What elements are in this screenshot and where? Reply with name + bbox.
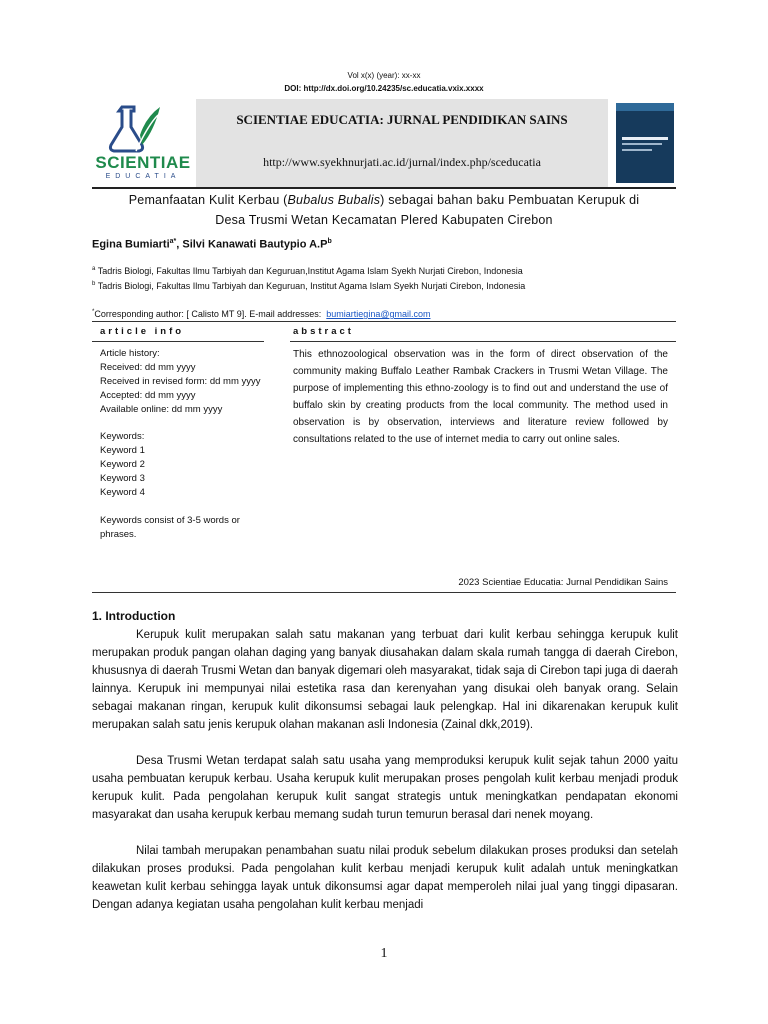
- intro-paragraph-3: Nilai tambah merupakan penambahan suatu nilai produk sebelum dilakukan proses produksi dan setelah dilakukan proses produksi. Pada pengolahan kulit kerbau menjadi kerupuk kulit adalah untuk meningkatkan keawetan kulit kerbau sehingga layak untuk dikonsumsi agar dapat memperoleh nilai jual yang tinggi dipasaran. Dengan adanya kegiatan usaha pengolahan kulit kerbau menjadi: [92, 845, 678, 911]
- keyword-item: Keyword 3: [100, 473, 145, 485]
- keyword-item: Keyword 4: [100, 487, 145, 499]
- affiliation-b: $^b$ Tadris Biologi, Fakultas Ilmu Tarbiyah dan Keguruan, Institut Agama Islam Syekh Nurjati Cirebon, Indonesia: [92, 281, 526, 291]
- article-info-heading: article info: [100, 326, 185, 337]
- keywords-note: Keywords consist of 3-5 words or phrases.: [100, 514, 240, 540]
- info-top-rule: [92, 321, 676, 322]
- keyword-item: Keyword 2: [100, 459, 145, 471]
- journal-url[interactable]: http://www.syekhnurjati.ac.id/jurnal/index.php/sceducatia: [263, 155, 541, 169]
- intro-paragraph-1: Kerupuk kulit merupakan salah satu makanan yang terbuat dari kulit kerbau sehingga kerupuk kulit merupakan produk pangan olahan daging yang banyak diusahakan dalam skala rumah tangga di daerah Cirebon, khususnya di daerah Trusmi Wetan dan banyak digemari oleh masyarakat, tidak saja di Cirebon tapi juga di daerah lainnya. Kerupuk ini mempunyai nilai estetika rasa dan kerenyahan yang disukai oleh banyak orang. Selain sebagai makanan ringan, kerupuk kulit dikonsumsi sebagai lauk pelengkap. Hal ini dikarenakan kerupuk kulit merupakan salah satu jenis kerupuk olahan makanan asli Indonesia (Zainal dkk,2019).: [92, 629, 678, 731]
- corresponding-author: *Corresponding author: [ Calisto MT 9]. E-mail addresses: bumiartiegina@gmail.com: [92, 309, 431, 319]
- keyword-item: Keyword 1: [100, 445, 145, 457]
- accepted-date: Accepted: dd mm yyyy: [100, 389, 196, 401]
- paper-title: Pemanfaatan Kulit Kerbau (Bubalus Bubalis) sebagai bahan baku Pembuatan Kerupuk di Desa Trusmi Wetan Kecamatan Plered Kabupaten Cirebon: [128, 193, 640, 227]
- online-date: Available online: dd mm yyyy: [100, 403, 223, 415]
- logo-text: SCIENTIAE: [95, 153, 191, 172]
- journal-logo: [92, 101, 194, 185]
- received-date: Received: dd mm yyyy: [100, 361, 196, 373]
- abstract-text: This ethnozoological observation was in the form of direct observation of the community making Buffalo Leather Rambak Crackers in Trusmi Wetan Village. The purpose of implementing this ethno-zoology is to find out and understand the use of buffalo skin by creating products from the local community. The method used in observation is by observation, interviews and literature review followed by consultations related to the use of internet media to carry out online sales.: [293, 349, 668, 445]
- author-list: Egina Bumiarti$^{a*}$, Silvi Kanawati Bautypio $A.P^b$: [92, 238, 332, 251]
- corresponding-email-link[interactable]: bumiartiegina@gmail.com: [326, 309, 431, 319]
- history-label: Article history:: [100, 348, 160, 359]
- section-heading-introduction: 1. Introduction: [92, 609, 176, 623]
- journal-title: SCIENTIAE EDUCATIA: JURNAL PENDIDIKAN SAINS: [236, 112, 568, 127]
- copyright-line: 2023 Scientiae Educatia: Jurnal Pendidikan Sains: [458, 577, 668, 588]
- article-info-panel: [100, 347, 268, 542]
- abstract-rule: [290, 341, 676, 342]
- article-info-rule: [92, 341, 264, 342]
- journal-banner: [196, 99, 608, 187]
- doi-line[interactable]: DOI: http://dx.doi.org/10.24235/sc.educatia.vxix.xxxx: [284, 84, 484, 93]
- journal-header: [92, 99, 676, 187]
- keywords-label: Keywords:: [100, 431, 145, 443]
- journal-cover-thumbnail: [616, 103, 674, 183]
- abstract-heading: abstract: [293, 326, 354, 337]
- intro-paragraph-2: Desa Trusmi Wetan terdapat salah satu usaha yang memproduksi kerupuk kulit sejak tahun 2000 yaitu usaha pembuatan kerupuk kerbau. Usaha kerupuk kulit merupakan proses pengolah kulit kerbau menjadi produk kerupuk kulit. Pada pengolahan kerupuk kulit sangat strategis untuk meningkatkan pendapatan ekonomi masyarakat dan usaha kerupuk kerbau memang sudah turun temurun berasal dari nenek moyang.: [92, 755, 678, 821]
- affiliation-a: $^a$ Tadris Biologi, Fakultas Ilmu Tarbiyah dan Keguruan,Institut Agama Islam Syekh Nurjati Cirebon, Indonesia: [92, 266, 523, 276]
- header-divider: [92, 187, 676, 189]
- page-number: 1: [380, 946, 388, 961]
- volume-line: Vol x(x) (year): xx-xx: [347, 71, 421, 80]
- abstract-bottom-rule: [92, 592, 676, 593]
- revised-date: Received in revised form: dd mm yyyy: [100, 375, 261, 387]
- logo-subtext: EDUCATIA: [105, 173, 181, 180]
